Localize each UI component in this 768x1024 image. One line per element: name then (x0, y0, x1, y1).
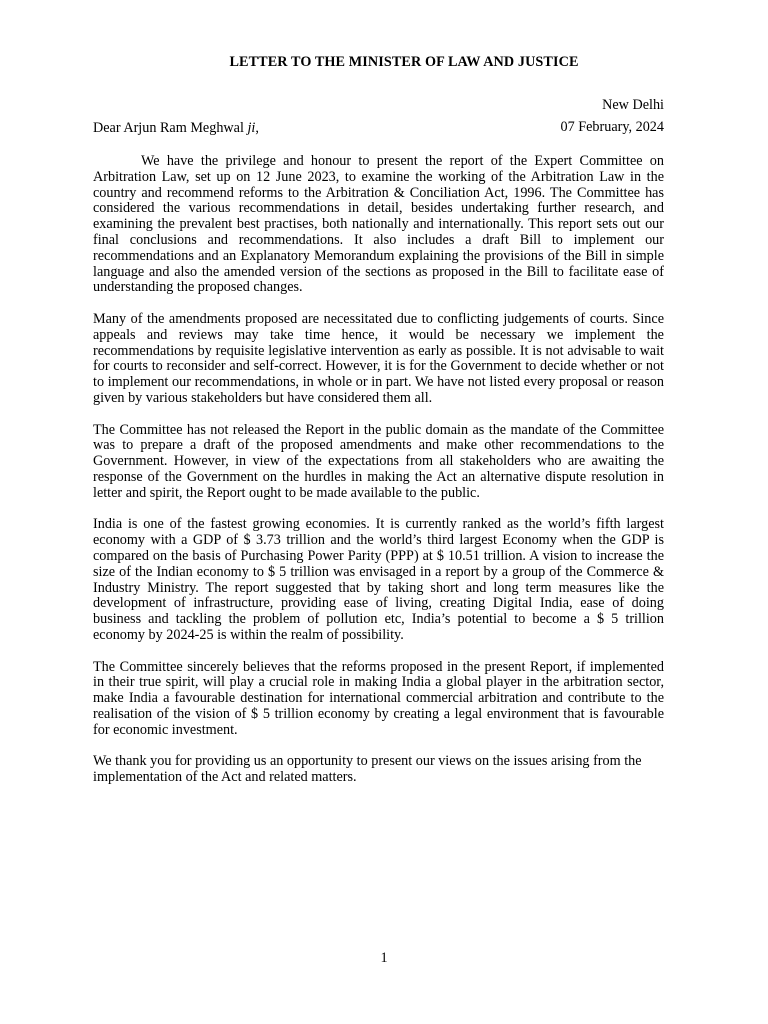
letter-date: 07 February, 2024 (560, 119, 664, 135)
paragraph-5: The Committee sincerely believes that the reforms proposed in the present Report, if implemented in their true spirit, will play a crucial role in making India a global player in the arbitration sector, make India a favourable destination for international commercial arbitration and contribute to the realisation of the vision of $ 5 trillion economy by creating a legal environment that is favourable for economic investment. (93, 658, 664, 738)
paragraph-4: India is one of the fastest growing economies. It is currently ranked as the world’s fifth largest economy with a GDP of $ 3.73 trillion and the world’s third largest Economy when the GDP is compared on the basis of Purchasing Power Parity (PPP) at $ 10.51 trillion. A vision to increase the size of the Indian economy to $ 5 trillion was envisaged in a report by a group of the Commerce & Industry Ministry. The report suggested that by taking short and long term measures like the development of infrastructure, providing ease of living, creating Digital India, ease of doing business and tackling the problem of pollution etc, India’s potential to become a $ 5 trillion economy by 2024-25 is within the realm of possibility. (93, 516, 664, 643)
letter-body (93, 154, 664, 802)
salutation-honorific: ji (247, 120, 256, 136)
paragraph-6: We thank you for providing us an opportunity to present our views on the issues arising from the implementation of the Act and related matters. (93, 753, 642, 786)
salutation (93, 120, 259, 137)
salutation-name: Dear Arjun Ram Meghwal (93, 120, 248, 136)
page-number: 1 (380, 950, 388, 966)
letter-place: New Delhi (602, 97, 664, 113)
paragraph-3: The Committee has not released the Report in the public domain as the mandate of the Committee was to prepare a draft of the proposed amendments and make other recommendations to the Government. However, in view of the expectations from all stakeholders who are awaiting the response of the Government on the hurdles in making the Act an alternative dispute resolution in letter and spirit, the Report ought to be made available to the public. (93, 421, 664, 501)
paragraph-1: We have the privilege and honour to present the report of the Expert Committee on Arbitration Law, set up on 12 June 2023, to examine the working of the Arbitration Law in the country and recommend reforms to the Arbitration & Conciliation Act, 1996. The Committee has considered the various recommendations in detail, besides undertaking further research, and examining the prevalent best practises, both nationally and internationally. This report sets out our final conclusions and recommendations. It also includes a draft Bill to implement our recommendations and an Explanatory Memorandum explaining the provisions of the Bill in simple language and also the amended version of the sections as proposed in the Bill to facilitate ease of understanding the proposed changes. (93, 153, 664, 296)
letter-title: LETTER TO THE MINISTER OF LAW AND JUSTICE (229, 54, 579, 70)
salutation-comma: , (255, 120, 259, 136)
paragraph-2: Many of the amendments proposed are necessitated due to conflicting judgements of courts. Since appeals and reviews may take time hence, it would be necessary we implement the recommendations by requisite legislative intervention as early as possible. It is not advisable to wait for courts to reconsider and self-correct. However, it is for the Government to decide whether or not to implement our recommendations, in whole or in part. We have not listed every proposal or reason given by various stakeholders but have considered them all. (93, 310, 664, 406)
